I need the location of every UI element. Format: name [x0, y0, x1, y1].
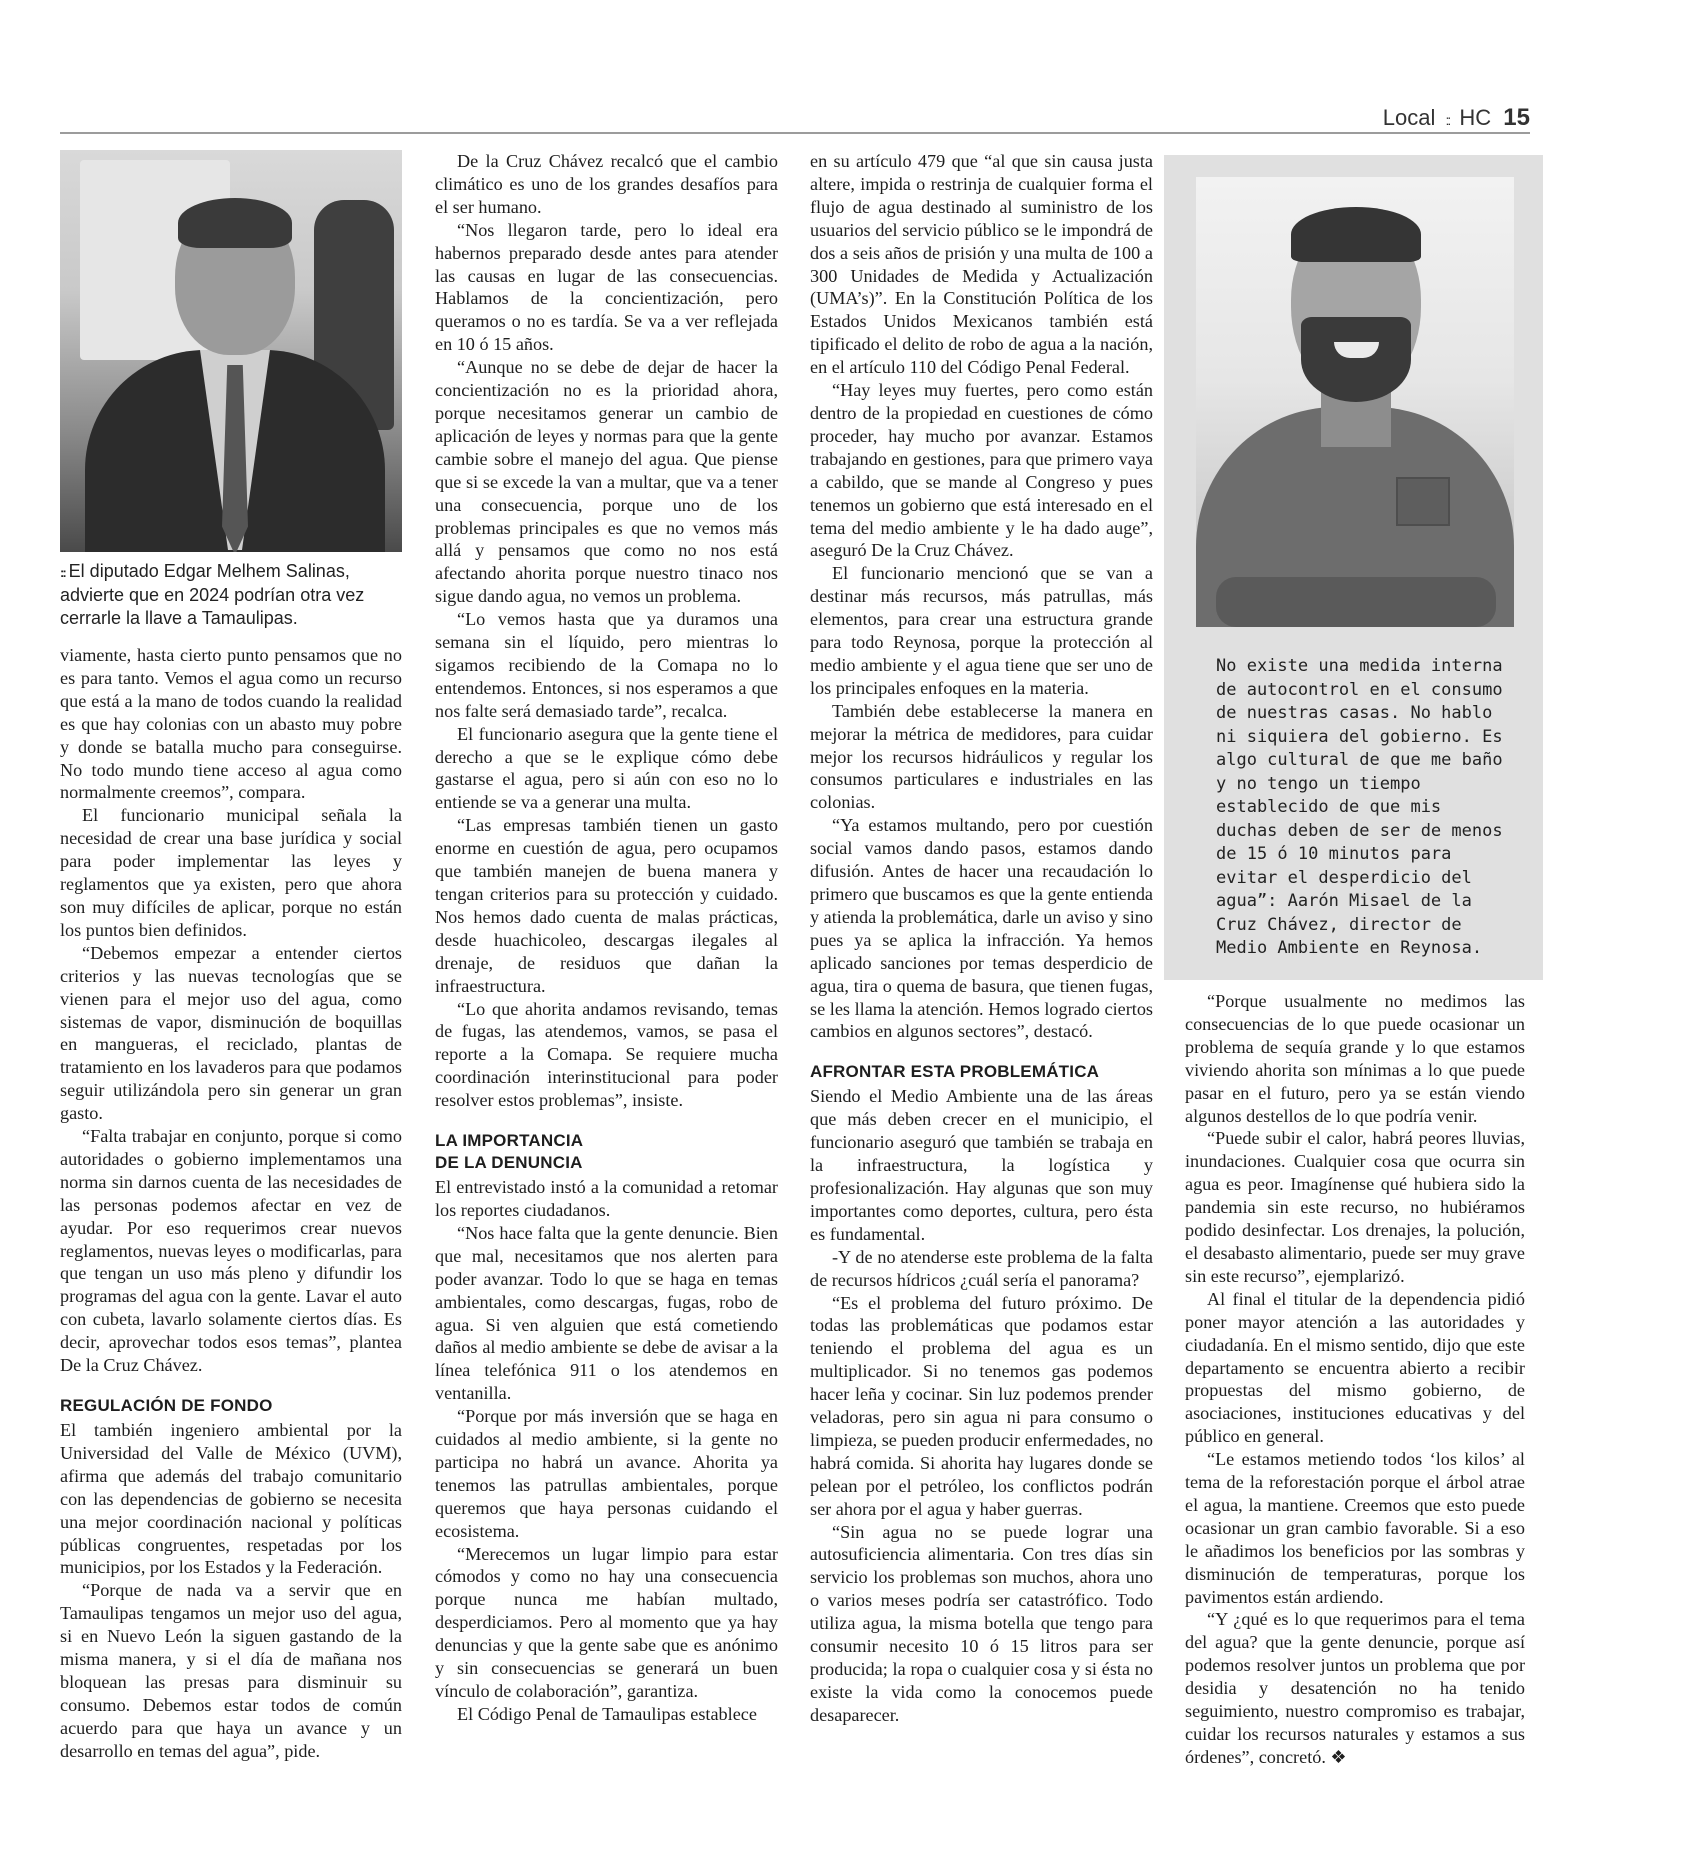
paragraph: “Nos llegaron tarde, pero lo ideal era habernos preparado desde antes para atender las causas en lugar de las consecuencias. Hablamos de la concientización, pero queramos o no es tardía. Se va a ver reflejada en 10 ó 15 años. — [435, 219, 778, 355]
paragraph: “Es el problema del futuro próximo. De todas las problemáticas que podamos estar teniendo el problema del agua es un multiplicador. Si no tenemos gas podemos hacer leña y cocinar. Sin luz podemos prender veladoras, pero sin agua ni para consumo o limpieza, se pueden producir enfermedades, no habrá comida. Si ahorita hay lugares donde se pelean por el petróleo, los conflictos podrán ser ahora por el agua y haber guerras. — [810, 1292, 1153, 1519]
paragraph: También debe establecerse la manera en mejorar la métrica de medidores, para cuidar mejor los recursos hidráulicos y regular los consumos particulares e industriales en las colonias. — [810, 700, 1153, 813]
article-column-2 — [435, 150, 778, 1726]
paragraph: “Aunque no se debe de dejar de hacer la concientización no es la prioridad ahora, porque necesitamos generar un cambio de aplicación de leyes y normas para que la gente cambie sobre el manejo del agua. Que piense que si se excede la van a multar, que va a tener una consecuencia, porque uno de los problemas principales es que no vemos más allá y pensamos que como no nos está afectando ahorita porque nuestro tinaco nos sigue dando agua, no vemos un problema. — [435, 357, 778, 607]
paragraph: “Debemos empezar a entender ciertos criterios y las nuevas tecnologías que se vienen para el mejor uso del agua, como sistemas de vapor, disminución de boquillas en mangueras, el reciclado, plantas de tratamiento en los lavaderos para que podamos seguir utilizándola pero sin generar un gran gasto. — [60, 942, 402, 1124]
paragraph: El funcionario mencionó que se van a destinar más recursos, más patrullas, más elementos, para crear una estructura grande para todo Reynosa, porque la protección al medio ambiente y el agua tiene que ser uno de los principales enfoques en la materia. — [810, 563, 1153, 698]
photo-arms-shape — [1216, 577, 1496, 627]
paragraph: El funcionario municipal señala la necesidad de crear una base jurídica y social para poder implementar las leyes y reglamentos que ya existen, pero que ahora son muy difíciles de aplicar, porque no están los puntos bien definidos. — [60, 805, 402, 940]
paragraph: “Y ¿qué es lo que requerimos para el tema del agua? que la gente denuncie, porque así podemos resolver juntos un problema que por desidia y desatención no ha tenido seguimiento, nuestro compromiso es trabajar, cuidar los recursos naturales y estamos a sus órdenes”, concretó. ❖ — [1185, 1609, 1525, 1767]
paragraph: Al final el titular de la dependencia pidió poner mayor atención a las autoridades y ciudadanía. En el mismo sentido, dijo que este departamento se encuentra abierto a recibir propuestas del mismo gobierno, de asociaciones, instituciones educativas y del público en general. — [1185, 1288, 1525, 1447]
paragraph: El Código Penal de Tamaulipas establece — [457, 1703, 757, 1724]
photo-hair-shape — [1291, 207, 1421, 262]
paragraph: “Porque de nada va a servir que en Tamaulipas tengamos un mejor uso del agua, si en Nuevo León la siguen gastando de la misma manera, y si el día de mañana nos bloquean las presas para disminuir su consumo. Debemos estar todos de común acuerdo para que haya un avance y un desarrollo en temas del agua”, pide. — [60, 1580, 402, 1761]
paragraph: Siendo el Medio Ambiente una de las áreas que más deben crecer en el municipio, el funcionario aseguró que también se trabaja en la infraestructura, la logística y profesionalización. Hay algunas que son muy importantes como deportes, cultura, pero ésta es fundamental. — [810, 1086, 1153, 1244]
paragraph: El también ingeniero ambiental por la Universidad del Valle de México (UVM), afirma que además del trabajo comunitario con las dependencias de gobierno se necesita una mejor coordinación nacional y políticas públicas congruentes, respetadas por los municipios, por los Estados y la Federación. — [60, 1420, 402, 1578]
photo-deputy — [60, 150, 402, 552]
folio-separator: :: — [1445, 112, 1450, 128]
paragraph: “Lo que ahorita andamos revisando, temas de fugas, las atendemos, vamos, se pasa el reporte a la Comapa. Se requiere mucha coordinación interinstitucional para poder resolver estos problemas”, insiste. — [435, 998, 778, 1111]
paragraph: “Porque por más inversión que se haga en cuidados al medio ambiente, si la gente no participa no habrá un avance. Ahorita ya tenemos las patrullas ambientales, porque queremos que haya personas cuidando el ecosistema. — [435, 1406, 778, 1541]
subheading: REGULACIÓN DE FONDO — [60, 1396, 273, 1415]
article-column-1 — [60, 150, 402, 1763]
paragraph: “Le estamos metiendo todos ‘los kilos’ al tema de la reforestación porque el árbol atrae el agua, la mantiene. Creemos que esto puede ocasionar un gran cambio favorable. Si a eso le añadimos los beneficios por las sombras y disminución de temperaturas, porque los pavimentos están ardiendo. — [1185, 1449, 1525, 1607]
paragraph: “Ya estamos multando, pero por cuestión social vamos dando pasos, estamos dando difusión. Antes de hacer una recaudación lo primero que buscamos es que la gente entienda y atienda la problemática, darle un aviso y sino pues ya se aplica la infracción. Ya hemos aplicado sanciones por temas desperdicio de agua, tira o quema de basura, que tienen fugas, se les llama la atención. Hemos logrado ciertos cambios en algunos sectores”, destacó. — [810, 815, 1153, 1042]
subheading-line-2: DE LA DENUNCIA — [435, 1153, 583, 1173]
pull-quote: No existe una medida interna de autocontrol en el consumo de nuestras casas. No hablo ni siquiera del gobierno. Es algo cultural de que me baño y no tengo un tiempo establecido de que mis duchas deben de ser de menos de 15 ó 10 minutos para evitar el desperdicio del agua”: Aarón Misael de la Cruz Chávez, director de Medio Ambiente en Reynosa. — [1216, 656, 1503, 958]
article-column-3 — [810, 150, 1153, 1727]
paragraph: “Sin agua no se puede lograr una autosuficiencia alimentaria. Con tres días sin servicio los problemas son muchos, ahora uno o varios meses podría ser catastrófico. Todo utiliza agua, la misma botella que tengo para consumir necesito 10 ó 15 litros para ser producida; la ropa o cualquier cosa y si ésta no existe la vida como la conocemos puede desaparecer. — [810, 1521, 1153, 1725]
quote-sidebar — [1164, 155, 1543, 980]
photo-director — [1196, 177, 1514, 627]
paper-initials: HC — [1459, 105, 1492, 130]
caption-text: El diputado Edgar Melhem Salinas, advierte que en 2024 podrían otra vez cerrarle la llave a Tamaulipas. — [60, 561, 365, 628]
photo-hair-shape — [178, 198, 292, 248]
subheading — [435, 1130, 778, 1174]
article-column-4 — [1185, 990, 1525, 1769]
photo-caption — [60, 560, 402, 630]
caption-marker: :: — [60, 565, 65, 580]
paragraph: De la Cruz Chávez recalcó que el cambio climático es uno de los grandes desafíos para el ser humano. — [435, 151, 778, 217]
paragraph: en su artículo 479 que “al que sin causa justa altere, impida o restrinja de cualquier forma el flujo de agua destinado al suministro de los usuarios del servicio público se le impondrá de dos a seis años de prisión y una multa de 100 a 300 Unidades de Medida y Actualización (UMA’s)”. En la Constitución Política de los Estados Unidos Mexicanos también está tipificado el delito de robo de agua a la nación, en el artículo 110 del Código Penal Federal. — [810, 151, 1153, 378]
paragraph: El entrevistado instó a la comunidad a retomar los reportes ciudadanos. — [435, 1177, 778, 1220]
page-header — [60, 100, 1530, 134]
subheading-line-1: LA IMPORTANCIA — [435, 1131, 584, 1151]
photo-pocket-shape — [1396, 477, 1450, 526]
paragraph: “Falta trabajar en conjunto, porque si como autoridades o gobierno implementamos una norma sin darnos cuenta de las necesidades de las personas podemos afectar en vez de ayudar. Por eso requerimos crear nuevos reglamentos, nuevas leyes o modificarlas, para que tengan un uso más pleno y difundir los programas del agua con la gente. Lavar el auto con cubeta, lavarlo solamente ciertos días. Es decir, aprovechar todos esos temas”, plantea De la Cruz Chávez. — [60, 1126, 402, 1376]
paragraph: El funcionario asegura que la gente tiene el derecho a que se le explique cómo debe gastarse el agua, pero si aún con eso no lo entiende se va a generar una multa. — [435, 723, 778, 813]
section-name: Local — [1382, 105, 1436, 130]
paragraph: “Hay leyes muy fuertes, pero como están dentro de la propiedad en cuestiones de cómo proceder, hay mucho por avanzar. Estamos trabajando en gestiones, para que primero vaya a cabildo, que se mande al Congreso y pues tenemos un gobierno que está interesado en el tema del medio ambiente y le ha dado auge”, aseguró De la Cruz Chávez. — [810, 380, 1153, 561]
paragraph: “Porque usualmente no medimos las consecuencias de lo que puede ocasionar un problema de sequía grande y lo que estamos viviendo ahorita son mínimas a lo que puede pasar en el futuro, pero ya se están viendo algunos destellos de lo que podría venir. — [1185, 991, 1525, 1126]
paragraph: “Las empresas también tienen un gasto enorme en cuestión de agua, pero ocupamos que también manejen de buena manera y tengan criterios para su protección y cuidado. Nos hemos dado cuenta de malas prácticas, desde huachicoleo, descargas ilegales al drenaje, de residuos que dañan la infraestructura. — [435, 815, 778, 996]
page-number: 15 — [1503, 104, 1530, 131]
paragraph: -Y de no atenderse este problema de la falta de recursos hídricos ¿cuál sería el panorama? — [810, 1246, 1153, 1290]
paragraph: “Lo vemos hasta que ya duramos una semana sin el líquido, pero mientras lo sigamos recibiendo de la Comapa no lo entendemos. Entonces, si nos esperamos a que nos falte será demasiado tarde”, recalca. — [435, 609, 778, 721]
paragraph: viamente, hasta cierto punto pensamos que no es para tanto. Vemos el agua como un recurso que está a la mano de todos cuando la realidad es que hay colonias con un abasto muy pobre y donde se batalla mucho para conseguirse. No todo mundo tiene acceso al agua como normalmente creemos”, compara. — [60, 645, 402, 803]
subheading: AFRONTAR ESTA PROBLEMÁTICA — [810, 1062, 1100, 1082]
paragraph: “Merecemos un lugar limpio para estar cómodos y como no hay una consecuencia porque nunca me habían multado, desperdiciamos. Pero al momento que ya hay denuncias y que la gente sabe que es anónimo y sin consecuencias se generará un buen vínculo de colaboración”, garantiza. — [435, 1543, 778, 1701]
paragraph: “Nos hace falta que la gente denuncie. Bien que mal, necesitamos que nos alerten para poder avanzar. Todo lo que se haga en temas ambientales, como descargas, fugas, robo de agua. Si ven alguien que está cometiendo daños al medio ambiente se debe de avisar a la línea telefónica 911 o los atendemos en ventanilla. — [435, 1222, 778, 1404]
photo-beard-shape — [1301, 317, 1411, 402]
folio — [1383, 104, 1530, 132]
paragraph: “Puede subir el calor, habrá peores lluvias, inundaciones. Cualquier cosa que ocurra sin agua es peor. Imagínense qué hubiera sido la pandemia sin este recurso, no hubiéramos podido desinfectar. Los drenajes, la polución, el desabasto alimentario, puede ser muy grave sin este recurso”, ejemplarizó. — [1185, 1128, 1525, 1286]
